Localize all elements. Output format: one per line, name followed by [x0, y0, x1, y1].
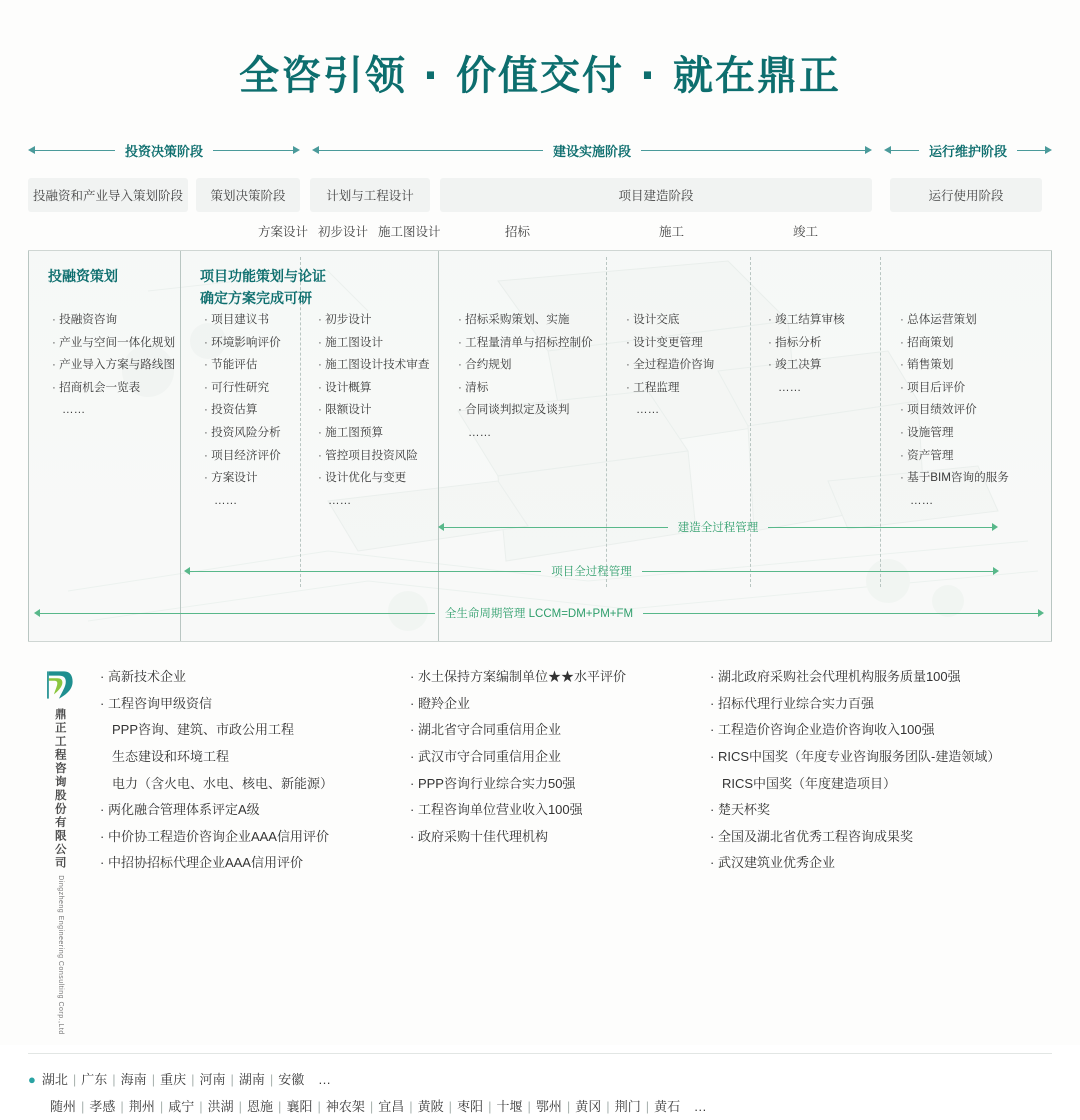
column-items-financing [52, 309, 175, 422]
list-item: · 设计交底 [626, 309, 714, 332]
location-item: 咸宁 [168, 1099, 195, 1115]
list-item: · 施工图设计技术审查 [318, 354, 429, 377]
stage-box-financing: 投融资和产业导入策划阶段 [28, 178, 188, 212]
bracket-label: 建造全过程管理 [677, 522, 759, 534]
list-item: · 工程量清单与招标控制价 [458, 332, 593, 355]
credential-item: · RICS中国奖（年度专业咨询服务团队-建造领域） [710, 744, 1040, 771]
company-logo [28, 664, 90, 1035]
arrow-right-icon [993, 567, 999, 575]
list-item: · 产业与空间一体化规划 [52, 332, 175, 355]
divider-line [444, 527, 668, 528]
locations-line-1 [28, 1066, 1052, 1093]
column-title-line1: 项目功能策划与论证 [200, 268, 326, 284]
list-item-ellipsis: …… [636, 403, 660, 417]
substage-completion: 竣工 [793, 225, 819, 239]
company-name-en: Dingzheng Engineering Consulting Corp.,Ltd [56, 875, 64, 1035]
location-item: 神农架 [325, 1099, 365, 1115]
bracket-label: 项目全过程管理 [551, 566, 632, 578]
list-item: · 招商机会一览表 [52, 377, 175, 400]
list-item: · 竣工结算审核 [768, 309, 845, 332]
divider-line [642, 571, 993, 572]
location-item: 枣阳 [457, 1099, 484, 1115]
column-items-design [318, 309, 429, 512]
phase-label: 建设实施阶段 [553, 143, 632, 159]
location-item: 恩施 [247, 1099, 274, 1115]
separator: | [151, 1071, 156, 1087]
location-item: 海南 [120, 1071, 147, 1087]
list-item: · 投资风险分析 [204, 422, 281, 445]
list-item: · 合约规划 [458, 354, 593, 377]
list-item: · 销售策划 [900, 354, 1009, 377]
stage-box-planning-decision: 策划决策阶段 [196, 178, 300, 212]
column-items-bidding [458, 309, 593, 445]
separator: | [112, 1071, 116, 1087]
credential-item: · 武汉建筑业优秀企业 [710, 850, 1040, 877]
credential-item: · 工程咨询单位营业收入100强 [410, 797, 700, 824]
column-items-completion [768, 309, 845, 399]
location-item: 鄂州 [535, 1099, 562, 1115]
location-item: 黄陂 [417, 1099, 444, 1115]
list-item: · 设计变更管理 [626, 332, 714, 355]
column-items-function-planning [204, 309, 281, 512]
location-item: 安徽 [278, 1071, 305, 1087]
credentials-section [28, 664, 1052, 1035]
phase-label: 投资决策阶段 [125, 143, 204, 159]
credential-subitem: 生态建设和环境工程 [112, 748, 230, 764]
separator: | [159, 1099, 164, 1115]
column-separator-dashed [880, 257, 881, 587]
divider-line [40, 613, 435, 614]
list-item-ellipsis: …… [62, 403, 86, 417]
divider-line [641, 150, 866, 151]
location-item: 湖南 [238, 1071, 265, 1087]
list-item: · 节能评估 [204, 354, 281, 377]
stage-box-operation-use: 运行使用阶段 [890, 178, 1042, 212]
arrow-right-icon [865, 146, 872, 154]
separator: | [369, 1099, 374, 1115]
list-item: · 投融资咨询 [52, 309, 175, 332]
divider-line [34, 150, 115, 151]
stage-box-row [0, 178, 1080, 212]
locations-footer [28, 1066, 1052, 1120]
column-separator [28, 251, 29, 641]
credential-item: · 中招协招标代理企业AAA信用评价 [100, 850, 400, 877]
location-item: 黄冈 [575, 1099, 602, 1115]
divider-line [890, 150, 919, 151]
list-item: · 设计概算 [318, 377, 429, 400]
list-item: · 基于BIM咨询的服务 [900, 467, 1009, 490]
list-item: · 设施管理 [900, 422, 1009, 445]
bracket-label: 全生命周期管理 LCCM=DM+PM+FM [444, 608, 634, 620]
service-matrix-panel [28, 250, 1052, 642]
list-item: · 产业导入方案与路线图 [52, 354, 175, 377]
company-logo-icon [42, 668, 76, 702]
list-item-ellipsis: …… [778, 380, 802, 394]
list-item: · 项目后评价 [900, 377, 1009, 400]
divider-line [768, 527, 992, 528]
credential-item: · PPP咨询行业综合实力50强 [410, 771, 700, 798]
list-item-ellipsis: …… [328, 493, 352, 507]
list-item: · 限额设计 [318, 399, 429, 422]
location-item: 宜昌 [378, 1099, 405, 1115]
credential-item: · 武汉市守合同重信用企业 [410, 744, 700, 771]
credential-item: · 政府采购十佳代理机构 [410, 824, 700, 851]
list-item: · 竣工决算 [768, 354, 845, 377]
column-separator-dashed [606, 257, 607, 587]
list-item-ellipsis: …… [468, 425, 492, 439]
stage-box-project-build: 项目建造阶段 [440, 178, 872, 212]
divider-line [190, 571, 541, 572]
location-item-more: … [317, 1071, 331, 1087]
divider-line [318, 150, 543, 151]
column-separator [1051, 251, 1052, 641]
credential-item: · 两化融合管理体系评定A级 [100, 797, 400, 824]
substage-preliminary-design: 初步设计 [318, 225, 369, 239]
separator: | [199, 1099, 203, 1115]
credential-item: · 中价协工程造价咨询企业AAA信用评价 [100, 824, 400, 851]
credential-item: · 湖北政府采购社会代理机构服务质量100强 [710, 664, 1040, 691]
list-item: · 资产管理 [900, 445, 1009, 468]
phase-arrow-investment [28, 138, 300, 162]
credentials-column-3 [710, 664, 1040, 1035]
list-item: · 工程监理 [626, 377, 714, 400]
location-item: 荆门 [614, 1099, 641, 1115]
list-item: · 环境影响评价 [204, 332, 281, 355]
credential-subitem: RICS中国奖（年度建造项目） [722, 775, 897, 791]
list-item: · 招标采购策划、实施 [458, 309, 593, 332]
phase-label: 运行维护阶段 [929, 143, 1008, 159]
list-item: · 项目建议书 [204, 309, 281, 332]
substage-row [0, 222, 1080, 244]
arrow-right-icon [992, 523, 998, 531]
stage-box-plan-design: 计划与工程设计 [310, 178, 430, 212]
credentials-column-2 [410, 664, 700, 1035]
credentials-column-1 [100, 664, 400, 1035]
substage-construction-drawing: 施工图设计 [378, 225, 441, 239]
separator: | [191, 1071, 195, 1087]
list-item-ellipsis: …… [910, 493, 934, 507]
list-item: · 施工图设计 [318, 332, 429, 355]
location-item: 湖北 [41, 1071, 68, 1087]
list-item: · 施工图预算 [318, 422, 429, 445]
substage-scheme-design: 方案设计 [258, 225, 309, 239]
arrow-right-icon [1045, 146, 1052, 154]
list-item: · 设计优化与变更 [318, 467, 429, 490]
list-item-ellipsis: …… [214, 493, 238, 507]
column-separator-dashed [750, 257, 751, 587]
list-item: · 管控项目投资风险 [318, 445, 429, 468]
location-item: 河南 [199, 1071, 226, 1087]
list-item: · 投资估算 [204, 399, 281, 422]
list-item: · 招商策划 [900, 332, 1009, 355]
bracket-construction-process [438, 519, 998, 535]
footer-divider [28, 1053, 1052, 1054]
separator: | [606, 1099, 610, 1115]
location-item: 随州 [50, 1099, 77, 1115]
credential-item: · 工程咨询甲级资信 [100, 691, 400, 718]
credential-item: · 楚天杯奖 [710, 797, 1040, 824]
arrow-right-icon [1038, 609, 1044, 617]
location-item: 荆州 [128, 1099, 155, 1115]
credential-subitem: 电力（含火电、水电、核电、新能源） [112, 775, 334, 791]
column-items-operation [900, 309, 1009, 512]
substage-bidding: 招标 [505, 225, 531, 239]
column-title-financing: 投融资策划 [48, 268, 118, 284]
list-item: · 全过程造价咨询 [626, 354, 714, 377]
company-name-vertical [51, 708, 67, 1035]
column-separator [438, 251, 439, 641]
location-item: 黄石 [654, 1099, 681, 1115]
location-item-more: … [693, 1099, 707, 1115]
phase-arrow-operation [884, 138, 1052, 162]
list-item: · 项目绩效评价 [900, 399, 1009, 422]
phase-arrow-row [0, 138, 1080, 164]
locations-line-2 [28, 1093, 1052, 1120]
list-item: · 项目经济评价 [204, 445, 281, 468]
list-item: · 指标分析 [768, 332, 845, 355]
separator: | [645, 1099, 650, 1115]
credential-item: · 瞪羚企业 [410, 691, 700, 718]
location-item: 洪湖 [207, 1099, 234, 1115]
location-pin-icon: ● [28, 1071, 36, 1087]
phase-arrow-construction [312, 138, 872, 162]
divider-line [643, 613, 1038, 614]
divider-line [1017, 150, 1046, 151]
separator: | [278, 1099, 282, 1115]
separator: | [81, 1099, 85, 1115]
credential-item: · 高新技术企业 [100, 664, 400, 691]
list-item: · 合同谈判拟定及谈判 [458, 399, 593, 422]
location-item: 襄阳 [286, 1099, 313, 1115]
list-item: · 清标 [458, 377, 593, 400]
separator: | [72, 1071, 77, 1087]
location-item: 孝感 [89, 1099, 116, 1115]
substage-construction: 施工 [659, 225, 685, 239]
list-item: · 总体运营策划 [900, 309, 1009, 332]
column-title-line2: 确定方案完成可研 [200, 290, 312, 307]
separator [680, 1099, 694, 1114]
separator: | [409, 1099, 413, 1115]
credential-item: · 工程造价咨询企业造价咨询收入100强 [710, 717, 1040, 744]
credential-item: · 招标代理行业综合实力百强 [710, 691, 1040, 718]
column-items-construction [626, 309, 714, 422]
separator: | [238, 1099, 243, 1115]
separator [304, 1072, 318, 1087]
separator: | [269, 1071, 274, 1087]
separator: | [527, 1099, 531, 1115]
separator: | [566, 1099, 571, 1115]
credential-item: · 湖北省守合同重信用企业 [410, 717, 700, 744]
credential-item: · 全国及湖北省优秀工程咨询成果奖 [710, 824, 1040, 851]
list-item: · 可行性研究 [204, 377, 281, 400]
arrow-right-icon [293, 146, 300, 154]
credential-item: · 水土保持方案编制单位★★水平评价 [410, 664, 700, 691]
separator: | [317, 1099, 321, 1115]
divider-line [213, 150, 294, 151]
page-title: 全咨引领 · 价值交付 · 就在鼎正 [238, 53, 842, 99]
list-item: · 方案设计 [204, 467, 281, 490]
column-separator [180, 251, 181, 641]
location-item: 重庆 [160, 1071, 187, 1087]
column-title-function-planning [200, 265, 326, 310]
company-name-cn: 鼎正工程咨询股份有限公司 [53, 708, 66, 870]
list-item: · 初步设计 [318, 309, 429, 332]
separator: | [230, 1071, 234, 1087]
location-item: 广东 [81, 1071, 108, 1087]
separator: | [448, 1099, 453, 1115]
bracket-project-process [184, 563, 999, 579]
credential-subitem: PPP咨询、建筑、市政公用工程 [112, 722, 295, 738]
bracket-lifecycle [34, 605, 1044, 621]
separator: | [488, 1099, 492, 1115]
location-item: 十堰 [496, 1099, 523, 1115]
separator: | [120, 1099, 124, 1115]
